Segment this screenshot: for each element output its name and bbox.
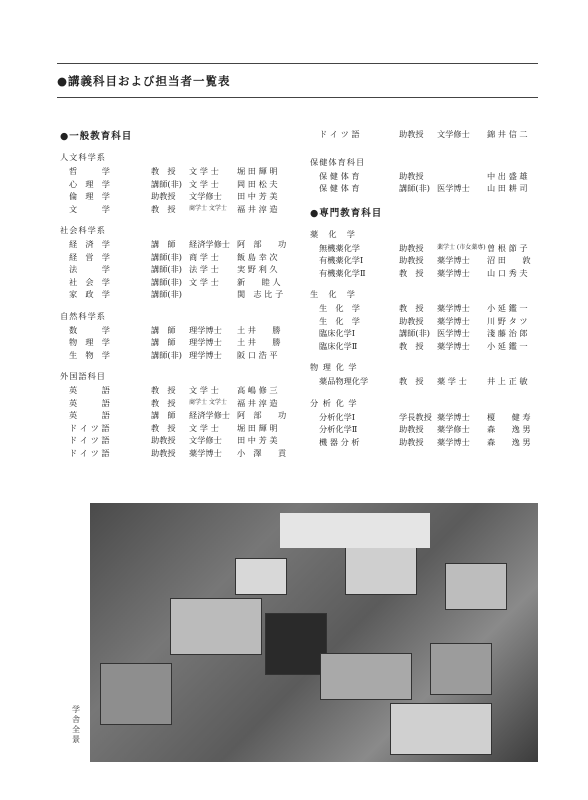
- section-specialized-education: ●専門教育科目: [310, 207, 383, 219]
- instructor-cell: 沼 田 敦: [487, 255, 531, 265]
- course-cell: 経 済 学: [69, 239, 110, 249]
- instructor-cell: 田 中 芳 美: [237, 435, 278, 445]
- table-row: [60, 397, 300, 410]
- table-row: [60, 447, 300, 460]
- course-cell: 機 器 分 析: [319, 436, 360, 447]
- course-cell: 有機薬化学Ⅱ: [319, 267, 366, 278]
- rank-cell: 助教授: [399, 170, 424, 181]
- photo-building: [280, 513, 430, 548]
- course-cell: 心 理 学: [69, 178, 110, 189]
- instructor-cell: 実 野 利 久: [237, 264, 278, 274]
- degree-cell: 薬学博士: [189, 447, 222, 458]
- rank-cell: 教 授: [399, 376, 424, 386]
- instructor-cell: 森 逸 男: [487, 424, 531, 434]
- degree-cell: 理学博士: [189, 349, 222, 360]
- rank-cell: 講師(非): [151, 251, 182, 262]
- instructor-cell: 山 口 秀 夫: [487, 267, 528, 278]
- table-row: [60, 238, 300, 251]
- photo-building: [445, 563, 507, 610]
- rank-cell: 教 授: [399, 303, 424, 313]
- group-rows: [310, 170, 550, 195]
- group-heading: 自然科学系: [60, 310, 106, 321]
- degree-cell: 文学修士: [437, 129, 470, 139]
- instructor-cell: 福 井 淳 造: [237, 203, 278, 214]
- rank-cell: 助教授: [399, 436, 424, 447]
- rank-cell: 講師(非): [151, 289, 182, 299]
- photo-building: [320, 653, 412, 700]
- table-row: [60, 251, 300, 264]
- instructor-cell: 小 延 鑑 一: [487, 303, 528, 313]
- photo-building: [265, 613, 327, 675]
- course-cell: 倫 理 学: [69, 191, 110, 201]
- degree-cell: 文学修士: [189, 435, 222, 445]
- rank-cell: 教 授: [151, 166, 176, 176]
- table-row: [310, 327, 550, 340]
- degree-cell: 商学士 文学士: [189, 398, 227, 406]
- rank-cell: 講師(非): [151, 178, 182, 189]
- course-cell: 法 学: [69, 264, 110, 274]
- instructor-cell: 土 井 勝: [237, 324, 281, 335]
- course-cell: 生 化 学: [319, 303, 360, 313]
- course-cell: 社 会 学: [69, 276, 110, 287]
- table-row: [60, 409, 300, 422]
- course-cell: ド イ ツ 語: [319, 129, 360, 139]
- course-cell: 物 理 学: [69, 337, 110, 347]
- course-cell: 生 化 学: [319, 315, 360, 326]
- degree-cell: 薬学博士: [437, 340, 470, 351]
- instructor-cell: 井 上 正 敏: [487, 376, 528, 386]
- course-cell: 臨床化学Ⅰ: [319, 328, 355, 338]
- rank-cell: 助教授: [151, 435, 176, 445]
- table-row: [310, 254, 550, 267]
- degree-cell: 文 学 士: [189, 276, 219, 287]
- table-row: [310, 315, 550, 328]
- photo-building: [390, 703, 492, 755]
- rank-cell: 教 授: [151, 422, 176, 433]
- table-row: [60, 384, 300, 397]
- rank-cell: 教 授: [151, 203, 176, 214]
- course-cell: 生 物 学: [69, 349, 110, 360]
- photo-building: [100, 663, 172, 725]
- instructor-cell: 堀 田 輝 明: [237, 166, 278, 176]
- rank-cell: 助教授: [151, 191, 176, 201]
- degree-cell: 薬学修士: [437, 424, 470, 434]
- instructor-cell: 小 澤 貢: [237, 447, 287, 458]
- rank-cell: 講師(非): [399, 328, 430, 338]
- group-heading: 薬 化 学: [310, 228, 356, 239]
- table-row: [310, 267, 550, 280]
- rank-cell: 講師(非): [151, 349, 182, 360]
- rank-cell: 教 授: [399, 340, 424, 351]
- degree-cell: 経済学修士: [189, 410, 230, 420]
- instructor-cell: 田 中 芳 美: [237, 191, 278, 201]
- rank-cell: 教 授: [399, 267, 424, 278]
- top-rule: [57, 63, 538, 64]
- degree-cell: 薬学博士: [437, 315, 470, 326]
- degree-cell: 文 学 士: [189, 422, 219, 433]
- instructor-cell: 福 井 淳 造: [237, 397, 278, 408]
- group-heading: 分 析 化 学: [310, 397, 358, 408]
- table-row: [60, 190, 300, 203]
- table-row: [60, 203, 300, 216]
- instructor-cell: 阿 部 功: [237, 410, 287, 420]
- rank-cell: 学長教授: [399, 411, 432, 422]
- course-cell: 無機薬化学: [319, 242, 360, 253]
- right-groups: [310, 229, 550, 449]
- instructor-cell: 飯 島 幸 次: [237, 251, 278, 262]
- page-title: ●講義科目および担当者一覧表: [57, 74, 231, 88]
- degree-cell: 薬学博士: [437, 436, 470, 447]
- degree-cell: 薬学博士: [437, 255, 470, 265]
- rank-cell: 講師(非): [151, 276, 182, 287]
- rank-cell: 講師(非): [399, 183, 430, 193]
- instructor-cell: 川 野 タ ツ: [487, 315, 528, 326]
- degree-cell: 商学士 文学士: [189, 204, 227, 212]
- table-row: [310, 375, 550, 388]
- rank-cell: 講 師: [151, 324, 176, 335]
- degree-cell: 文 学 士: [189, 178, 219, 189]
- instructor-cell: 錦 井 信 二: [487, 129, 528, 139]
- left-groups: [60, 152, 300, 459]
- instructor-cell: 関 志 比 子: [237, 289, 284, 299]
- table-row: [60, 349, 300, 362]
- course-cell: 薬品物理化学: [319, 376, 369, 386]
- table-row: [60, 422, 300, 435]
- rank-cell: 助教授: [399, 242, 424, 253]
- instructor-cell: 淺 藤 治 郎: [487, 328, 528, 338]
- instructor-cell: 阿 部 功: [237, 239, 287, 249]
- right-column: [310, 128, 550, 448]
- photo-building: [235, 558, 287, 595]
- table-row: [310, 170, 550, 183]
- degree-cell: 文 学 士: [189, 385, 219, 395]
- instructor-cell: 曽 根 節 子: [487, 242, 528, 253]
- degree-cell: [189, 288, 237, 301]
- group-heading: 保健体育科目: [310, 156, 366, 167]
- table-row: [60, 276, 300, 289]
- title-rule: [57, 97, 538, 98]
- table-row: [60, 324, 300, 337]
- degree-cell: 薬 学 士: [437, 376, 467, 386]
- course-cell: ド イ ツ 語: [69, 422, 110, 433]
- photo-building: [345, 543, 417, 595]
- instructor-cell: 榎 健 寿: [487, 411, 531, 422]
- rank-cell: 助教授: [151, 447, 176, 458]
- degree-cell: 理学博士: [189, 324, 222, 335]
- table-row: [310, 436, 550, 449]
- course-cell: 家 政 学: [69, 289, 110, 299]
- instructor-cell: 阪 口 浩 平: [237, 349, 278, 360]
- course-cell: 保 健 体 育: [319, 170, 360, 181]
- rank-cell: 講師(非): [151, 264, 182, 274]
- table-row: [60, 178, 300, 191]
- degree-cell: 文 学 士: [189, 166, 219, 176]
- rank-cell: 教 授: [151, 385, 176, 395]
- rank-cell: 助教授: [399, 255, 424, 265]
- table-row: [310, 242, 550, 255]
- section-general-education: ●一般教育科目: [60, 131, 133, 142]
- course-cell: 分析化学Ⅱ: [319, 424, 358, 434]
- table-row: [310, 128, 550, 141]
- rank-cell: 講 師: [151, 239, 176, 249]
- degree-cell: 薬学博士: [437, 267, 470, 278]
- degree-cell: 医学博士: [437, 183, 470, 193]
- table-row: [310, 411, 550, 424]
- degree-cell: 経済学修士: [189, 239, 230, 249]
- course-cell: 英 語: [69, 385, 110, 395]
- table-row: [310, 302, 550, 315]
- course-cell: 数 学: [69, 324, 110, 335]
- instructor-cell: 堀 田 輝 明: [237, 422, 278, 433]
- course-cell: 有機薬化学Ⅰ: [319, 255, 364, 265]
- left-column: [60, 128, 300, 459]
- course-cell: 文 学: [69, 203, 110, 214]
- course-cell: 英 語: [69, 397, 110, 408]
- group-heading: 人文科学系: [60, 152, 106, 162]
- rank-cell: 教 授: [151, 397, 176, 408]
- instructor-cell: 山 田 耕 司: [487, 183, 528, 193]
- table-row: [60, 263, 300, 276]
- instructor-cell: 中 出 盛 雄: [487, 170, 528, 181]
- degree-cell: 薬学士 (市女薬専): [437, 243, 486, 251]
- course-cell: 臨床化学Ⅱ: [319, 340, 358, 351]
- course-cell: 経 営 学: [69, 251, 110, 262]
- table-row: [60, 336, 300, 349]
- table-row: [60, 434, 300, 447]
- table-row: [60, 165, 300, 178]
- table-row: [60, 288, 300, 301]
- degree-cell: 文学修士: [189, 191, 222, 201]
- degree-cell: 法 学 士: [189, 264, 219, 274]
- instructor-cell: 森 逸 男: [487, 436, 531, 447]
- degree-cell: 薬学博士: [437, 411, 470, 422]
- degree-cell: 薬学博士: [437, 303, 470, 313]
- degree-cell: 理学博士: [189, 337, 222, 347]
- rank-cell: 助教授: [399, 315, 424, 326]
- instructor-cell: 土 井 勝: [237, 337, 281, 347]
- degree-cell: 医学博士: [437, 328, 470, 338]
- photo-caption: 学舎全景: [72, 705, 80, 744]
- rank-cell: 助教授: [399, 129, 424, 139]
- group-heading: 生 化 学: [310, 289, 356, 299]
- course-cell: 英 語: [69, 410, 110, 420]
- degree-cell: [437, 170, 487, 183]
- degree-cell: 商 学 士: [189, 251, 219, 262]
- instructor-cell: 小 延 鑑 一: [487, 340, 528, 351]
- photo-building: [430, 643, 492, 695]
- course-cell: 保 健 体 育: [319, 183, 360, 193]
- group-heading: 外国語科目: [60, 371, 106, 381]
- course-cell: ド イ ツ 語: [69, 435, 110, 445]
- instructor-cell: 高 嶋 修 三: [237, 385, 278, 395]
- group-heading: 物 理 化 学: [310, 362, 358, 372]
- rank-cell: 講 師: [151, 410, 176, 420]
- instructor-cell: 新 睦 人: [237, 276, 281, 287]
- table-row: [310, 182, 550, 195]
- course-cell: 分析化学Ⅰ: [319, 411, 355, 422]
- course-cell: 哲 学: [69, 166, 110, 176]
- campus-aerial-photo: [90, 503, 538, 762]
- group-heading: 社会科学系: [60, 225, 106, 235]
- rank-cell: 助教授: [399, 424, 424, 434]
- photo-building: [170, 598, 262, 655]
- table-row: [310, 423, 550, 436]
- course-cell: ド イ ツ 語: [69, 447, 110, 458]
- rank-cell: 講 師: [151, 337, 176, 347]
- table-row: [310, 340, 550, 353]
- instructor-cell: 岡 田 松 夫: [237, 178, 278, 189]
